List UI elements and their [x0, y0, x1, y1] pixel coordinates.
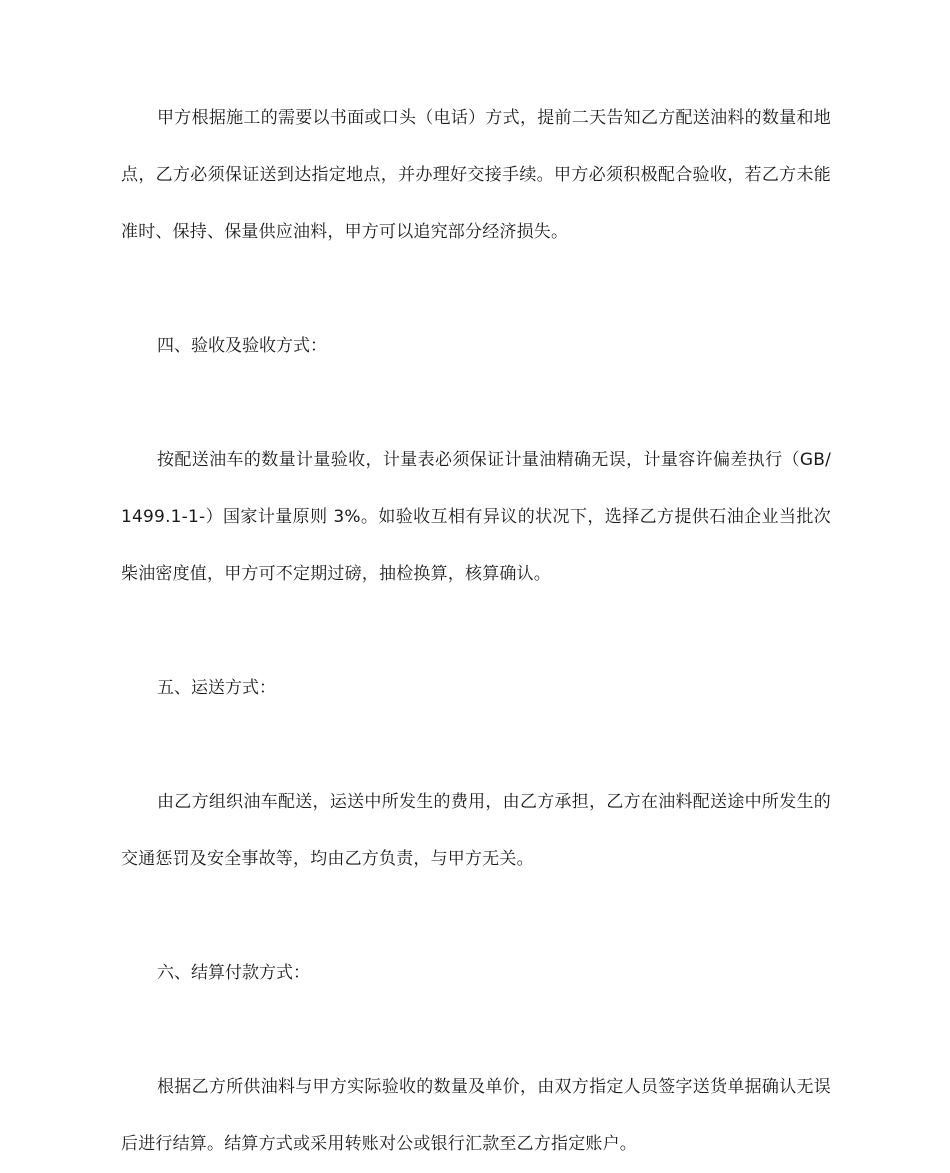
document-body	[121, 90, 831, 1173]
spacer	[121, 375, 831, 432]
paragraph-delivery-notice: 甲方根据施工的需要以书面或口头（电话）方式，提前二天告知乙方配送油料的数量和地点，乙方必须保证送到达指定地点，并办理好交接手续。甲方必须积极配合验收，若乙方未能准时、保持、保量供应油料，甲方可以追究部分经济损失。	[121, 108, 831, 242]
section-heading-acceptance: 四、验收及验收方式：	[157, 336, 327, 356]
spacer	[121, 1002, 831, 1059]
paragraph-transport: 由乙方组织油车配送，运送中所发生的费用，由乙方承担，乙方在油料配送途中所发生的交通惩罚及安全事故等，均由乙方负责，与甲方无关。	[121, 792, 831, 869]
paragraph-settlement: 根据乙方所供油料与甲方实际验收的数量及单价，由双方指定人员签字送货单据确认无误后进行结算。结算方式或采用转账对公或银行汇款至乙方指定账户。	[121, 1077, 831, 1154]
paragraph-acceptance: 按配送油车的数量计量验收，计量表必须保证计量油精确无误，计量容许偏差执行（GB/1499.1-1-）国家计量原则 3%。如验收互相有异议的状况下，选择乙方提供石油企业当批次柴油密度值，甲方可不定期过磅，抽检换算，核算确认。	[121, 450, 831, 584]
section-heading-transport: 五、运送方式：	[157, 678, 276, 698]
spacer	[121, 261, 831, 318]
spacer	[121, 888, 831, 945]
spacer	[121, 603, 831, 660]
spacer	[121, 717, 831, 774]
section-heading-settlement: 六、结算付款方式：	[157, 963, 310, 983]
